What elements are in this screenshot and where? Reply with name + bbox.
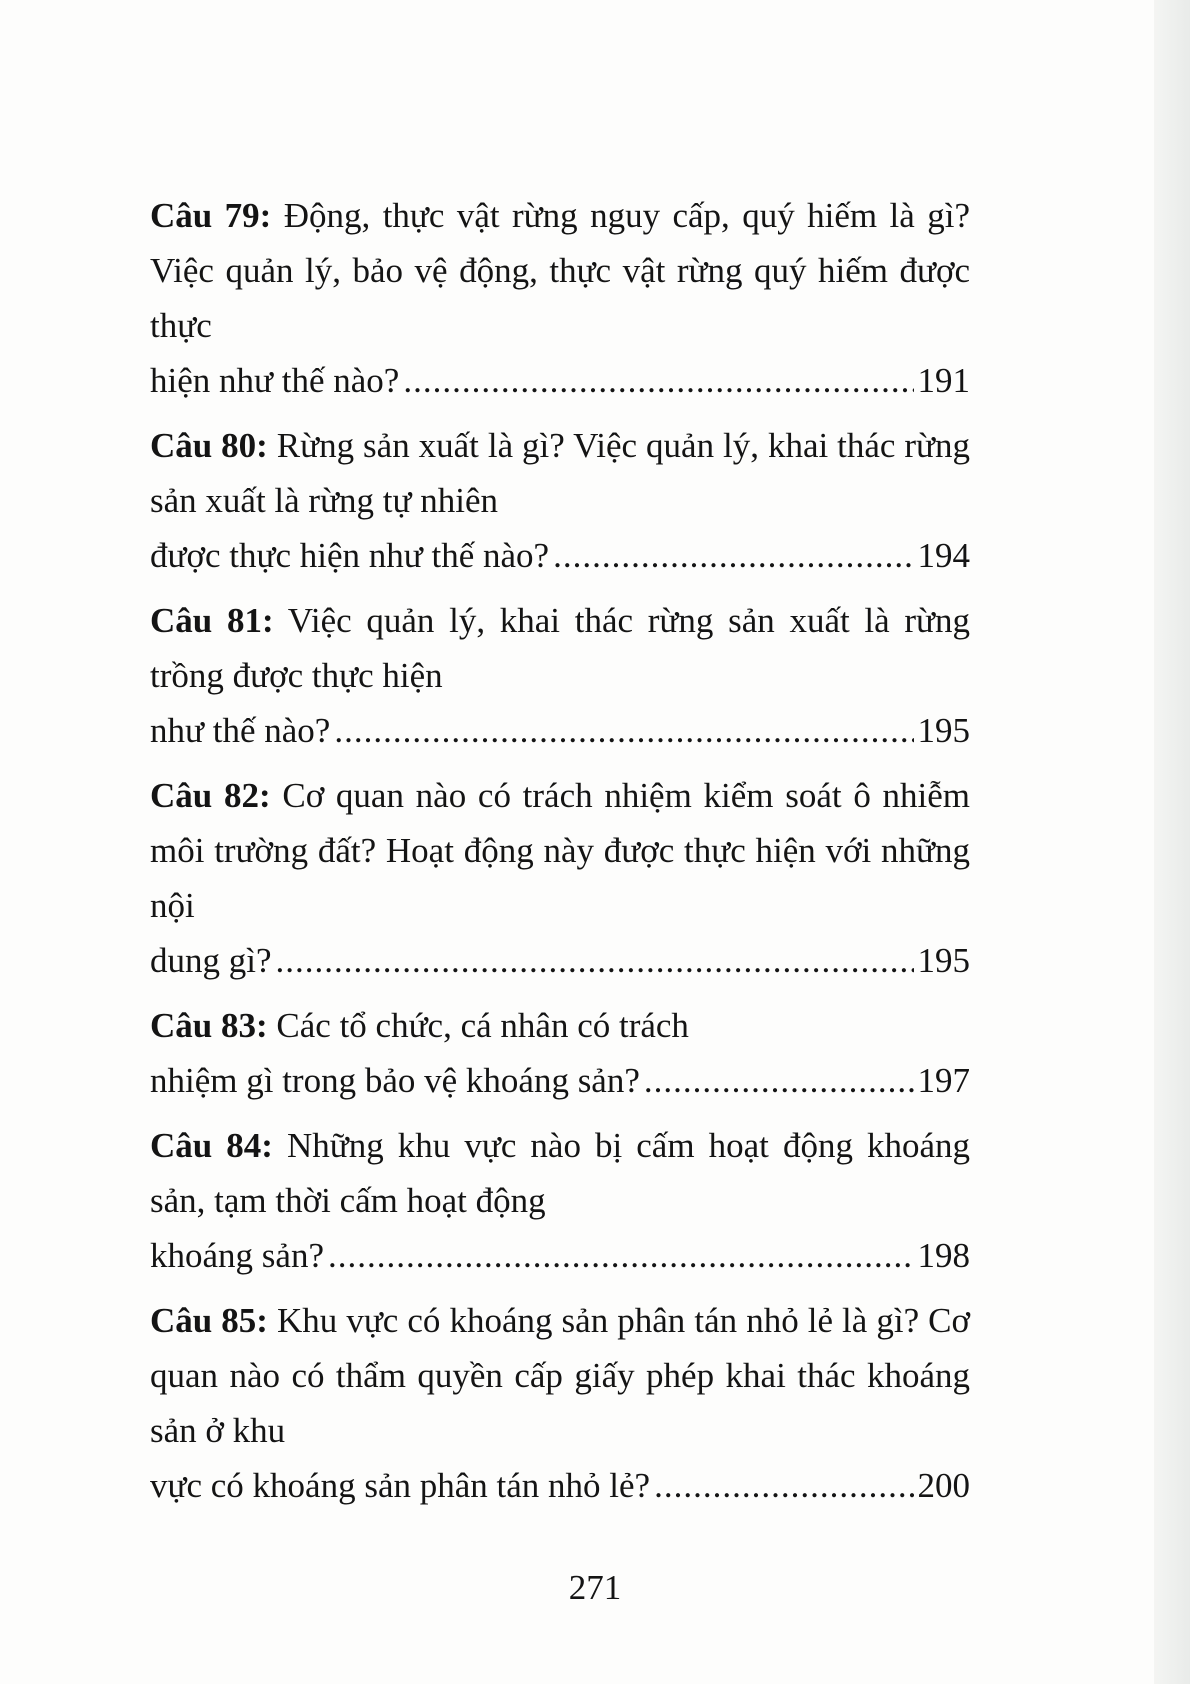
- page-reference: 195: [917, 711, 970, 750]
- page-reference: 191: [917, 361, 970, 400]
- entry-body: [150, 1293, 970, 1458]
- toc-entry-81: [150, 593, 970, 758]
- entry-line: Những khu vực nào bị cấm hoạt: [287, 1126, 769, 1165]
- toc-entry-79: [150, 188, 970, 408]
- dot-leader: [328, 1228, 914, 1283]
- dot-leader: [644, 1053, 914, 1108]
- entry-line: nhiệm gì trong bảo vệ khoáng sản?: [150, 1061, 640, 1100]
- page-reference: 200: [917, 1466, 970, 1505]
- entry-line: động này được thực hiện với những nội: [150, 831, 970, 925]
- entry-line: Khu vực có khoáng sản phân tán: [277, 1301, 738, 1340]
- question-number: Câu 85:: [150, 1301, 268, 1340]
- entry-line: hiện như thế nào?: [150, 361, 400, 400]
- entry-line: vực có khoáng sản phân tán nhỏ lẻ?: [150, 1466, 651, 1505]
- question-number: Câu 82:: [150, 776, 271, 815]
- entry-line: như thế nào?: [150, 711, 331, 750]
- page-reference: 195: [917, 941, 970, 980]
- question-number: Câu 79:: [150, 196, 272, 235]
- entry-line: dung gì?: [150, 941, 272, 980]
- page-reference: 198: [917, 1236, 970, 1275]
- entry-line: Các tổ chức, cá nhân có trách: [276, 1006, 689, 1045]
- entry-body: [150, 998, 970, 1053]
- entry-line: quý hiếm là gì? Việc quản lý, bảo vệ: [150, 196, 970, 290]
- question-number: Câu 84:: [150, 1126, 273, 1165]
- entry-line: khoáng sản?: [150, 1236, 324, 1275]
- question-number: Câu 83:: [150, 1006, 268, 1045]
- entry-line: được thực hiện như thế nào?: [150, 536, 550, 575]
- entry-last-line: [150, 703, 970, 758]
- entry-line: Việc quản lý, khai thác rừng: [287, 601, 714, 640]
- entry-last-line: [150, 1053, 970, 1108]
- toc-entry-82: [150, 768, 970, 988]
- entry-body: [150, 593, 970, 703]
- entry-last-line: [150, 1228, 970, 1283]
- page-number: 271: [568, 1568, 622, 1607]
- question-number: Câu 80:: [150, 426, 268, 465]
- page-reference: 197: [917, 1061, 970, 1100]
- dot-leader: [276, 933, 914, 988]
- entry-line: động, thực vật rừng quý hiếm được thực: [150, 251, 971, 345]
- entry-line: sản xuất là rừng trồng được thực hiện: [150, 601, 971, 695]
- dot-leader: [334, 703, 913, 758]
- entry-body: [150, 768, 970, 933]
- entry-last-line: [150, 528, 970, 583]
- entry-line: cấp giấy phép khai thác khoáng sản ở khu: [150, 1356, 971, 1450]
- dot-leader: [403, 353, 913, 408]
- question-number: Câu 81:: [150, 601, 274, 640]
- entry-line: khai thác rừng sản xuất là rừng tự nhiên: [150, 426, 971, 520]
- entry-last-line: [150, 1458, 970, 1513]
- entry-line: Động, thực vật rừng nguy cấp,: [283, 196, 730, 235]
- entry-line: nhỏ lẻ là gì? Cơ quan nào có thẩm quyền: [150, 1301, 971, 1395]
- entry-line: Rừng sản xuất là gì? Việc quản lý,: [276, 426, 759, 465]
- toc-entry-84: [150, 1118, 970, 1283]
- page-edge-shadow: [1154, 0, 1190, 1684]
- dot-leader: [654, 1458, 913, 1513]
- entry-line: kiểm soát ô nhiễm môi trường đất? Hoạt: [150, 776, 971, 870]
- entry-body: [150, 1118, 970, 1228]
- toc-entry-85: [150, 1293, 970, 1513]
- page-reference: 194: [917, 536, 970, 575]
- entry-body: [150, 188, 970, 353]
- entry-line: Cơ quan nào có trách nhiệm: [282, 776, 692, 815]
- entry-line: động khoáng sản, tạm thời cấm hoạt động: [150, 1126, 971, 1220]
- dot-leader: [553, 528, 913, 583]
- toc-entry-83: [150, 998, 970, 1108]
- entry-body: [150, 418, 970, 528]
- toc-entry-80: [150, 418, 970, 583]
- table-of-contents: [150, 188, 970, 1523]
- entry-last-line: [150, 353, 970, 408]
- entry-last-line: [150, 933, 970, 988]
